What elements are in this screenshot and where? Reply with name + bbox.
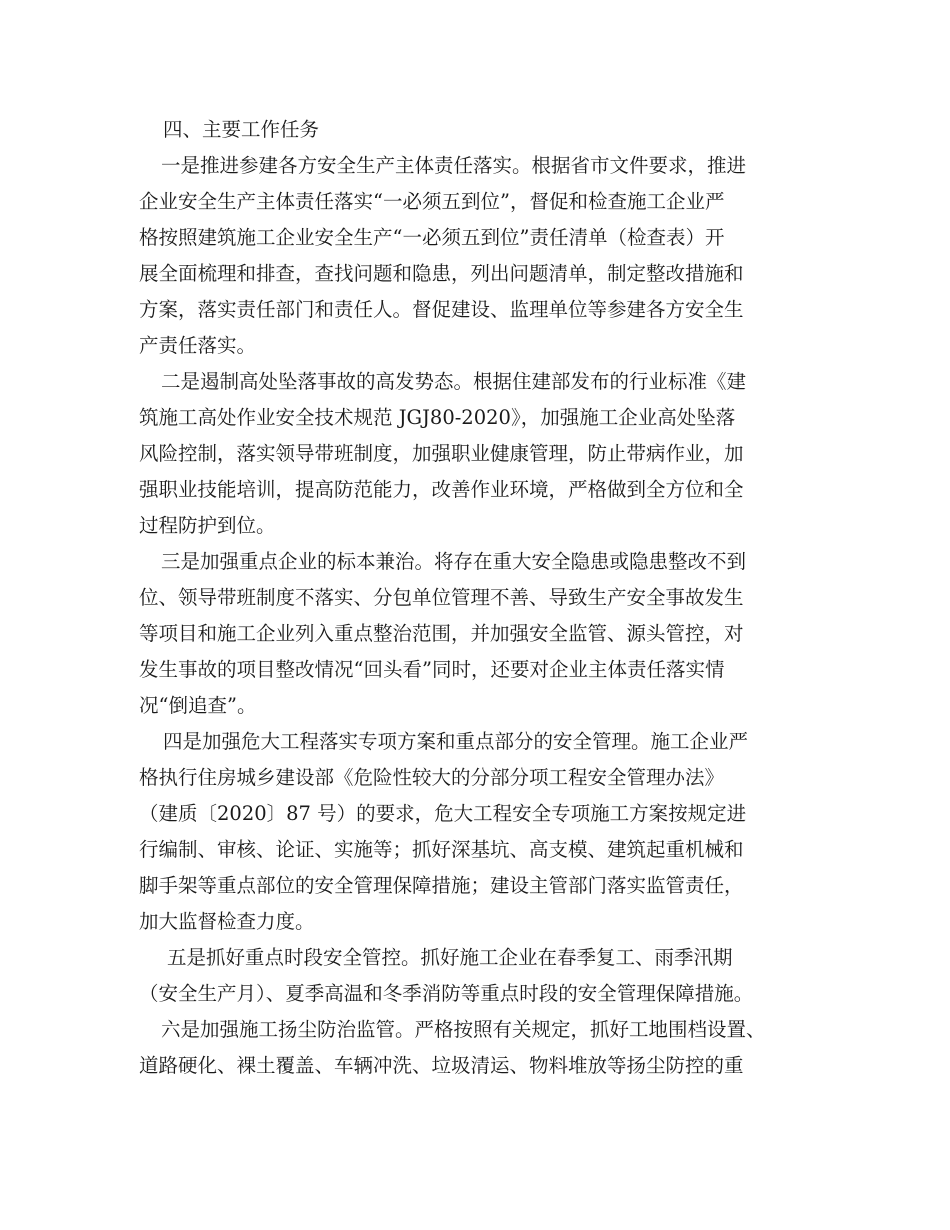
paragraph-line: 二是遏制高处坠落事故的高发势态。根据住建部发布的行业标准《建 bbox=[161, 370, 747, 393]
paragraph-line: 道路硬化、裸土覆盖、车辆冲洗、垃圾清运、物料堆放等扬尘防控的重 bbox=[139, 1054, 744, 1077]
paragraph-line: （安全生产月）、夏季高温和冬季消防等重点时段的安全管理保障措施。 bbox=[139, 982, 754, 1005]
document-body bbox=[139, 112, 819, 1084]
paragraph-line: 六是加强施工扬尘防治监管。严格按照有关规定，抓好工地围档设置、 bbox=[161, 1018, 766, 1041]
paragraph-line: 企业安全生产主体责任落实“一必须五到位”，督促和检查施工企业严 bbox=[139, 190, 725, 213]
paragraph-line: （建质〔2020〕87 号）的要求，危大工程安全专项施工方案按规定进 bbox=[139, 802, 747, 825]
paragraph-line: 四是加强危大工程落实专项方案和重点部分的安全管理。施工企业严 bbox=[163, 730, 749, 753]
paragraph-line: 过程防护到位。 bbox=[139, 514, 276, 537]
paragraph-line: 风险控制，落实领导带班制度，加强职业健康管理，防止带病作业，加 bbox=[139, 442, 744, 465]
section-heading: 四、主要工作任务 bbox=[163, 118, 320, 141]
paragraph-line: 五是抓好重点时段安全管控。抓好施工企业在春季复工、雨季汛期 bbox=[167, 946, 733, 969]
paragraph-line: 强职业技能培训，提高防范能力，改善作业环境，严格做到全方位和全 bbox=[139, 478, 744, 501]
paragraph-line: 格执行住房城乡建设部《危险性较大的分部分项工程安全管理办法》 bbox=[139, 766, 725, 789]
paragraph-line: 三是加强重点企业的标本兼治。将存在重大安全隐患或隐患整改不到 bbox=[161, 550, 747, 573]
paragraph-line: 等项目和施工企业列入重点整治范围，并加强安全监管、源头管控，对 bbox=[139, 622, 744, 645]
paragraph-line: 格按照建筑施工企业安全生产“一必须五到位”责任清单（检查表）开 bbox=[139, 226, 725, 249]
paragraph-line: 况“倒追查”。 bbox=[139, 694, 257, 717]
paragraph-line: 行编制、审核、论证、实施等；抓好深基坑、高支模、建筑起重机械和 bbox=[139, 838, 744, 861]
paragraph-line: 脚手架等重点部位的安全管理保障措施；建设主管部门落实监管责任， bbox=[139, 874, 744, 897]
paragraph-line: 加大监督检查力度。 bbox=[139, 910, 315, 933]
paragraph-line: 方案，落实责任部门和责任人。督促建设、监理单位等参建各方安全生 bbox=[139, 298, 744, 321]
paragraph-line: 发生事故的项目整改情况“回头看”同时，还要对企业主体责任落实情 bbox=[139, 658, 725, 681]
paragraph-line: 展全面梳理和排查，查找问题和隐患，列出问题清单，制定整改措施和 bbox=[139, 262, 744, 285]
paragraph-line: 位、领导带班制度不落实、分包单位管理不善、导致生产安全事故发生 bbox=[139, 586, 744, 609]
paragraph-line: 筑施工高处作业安全技术规范 JGJ80-2020》，加强施工企业高处坠落 bbox=[139, 406, 736, 429]
paragraph-line: 一是推进参建各方安全生产主体责任落实。根据省市文件要求，推进 bbox=[161, 154, 747, 177]
paragraph-line: 产责任落实。 bbox=[139, 334, 257, 357]
